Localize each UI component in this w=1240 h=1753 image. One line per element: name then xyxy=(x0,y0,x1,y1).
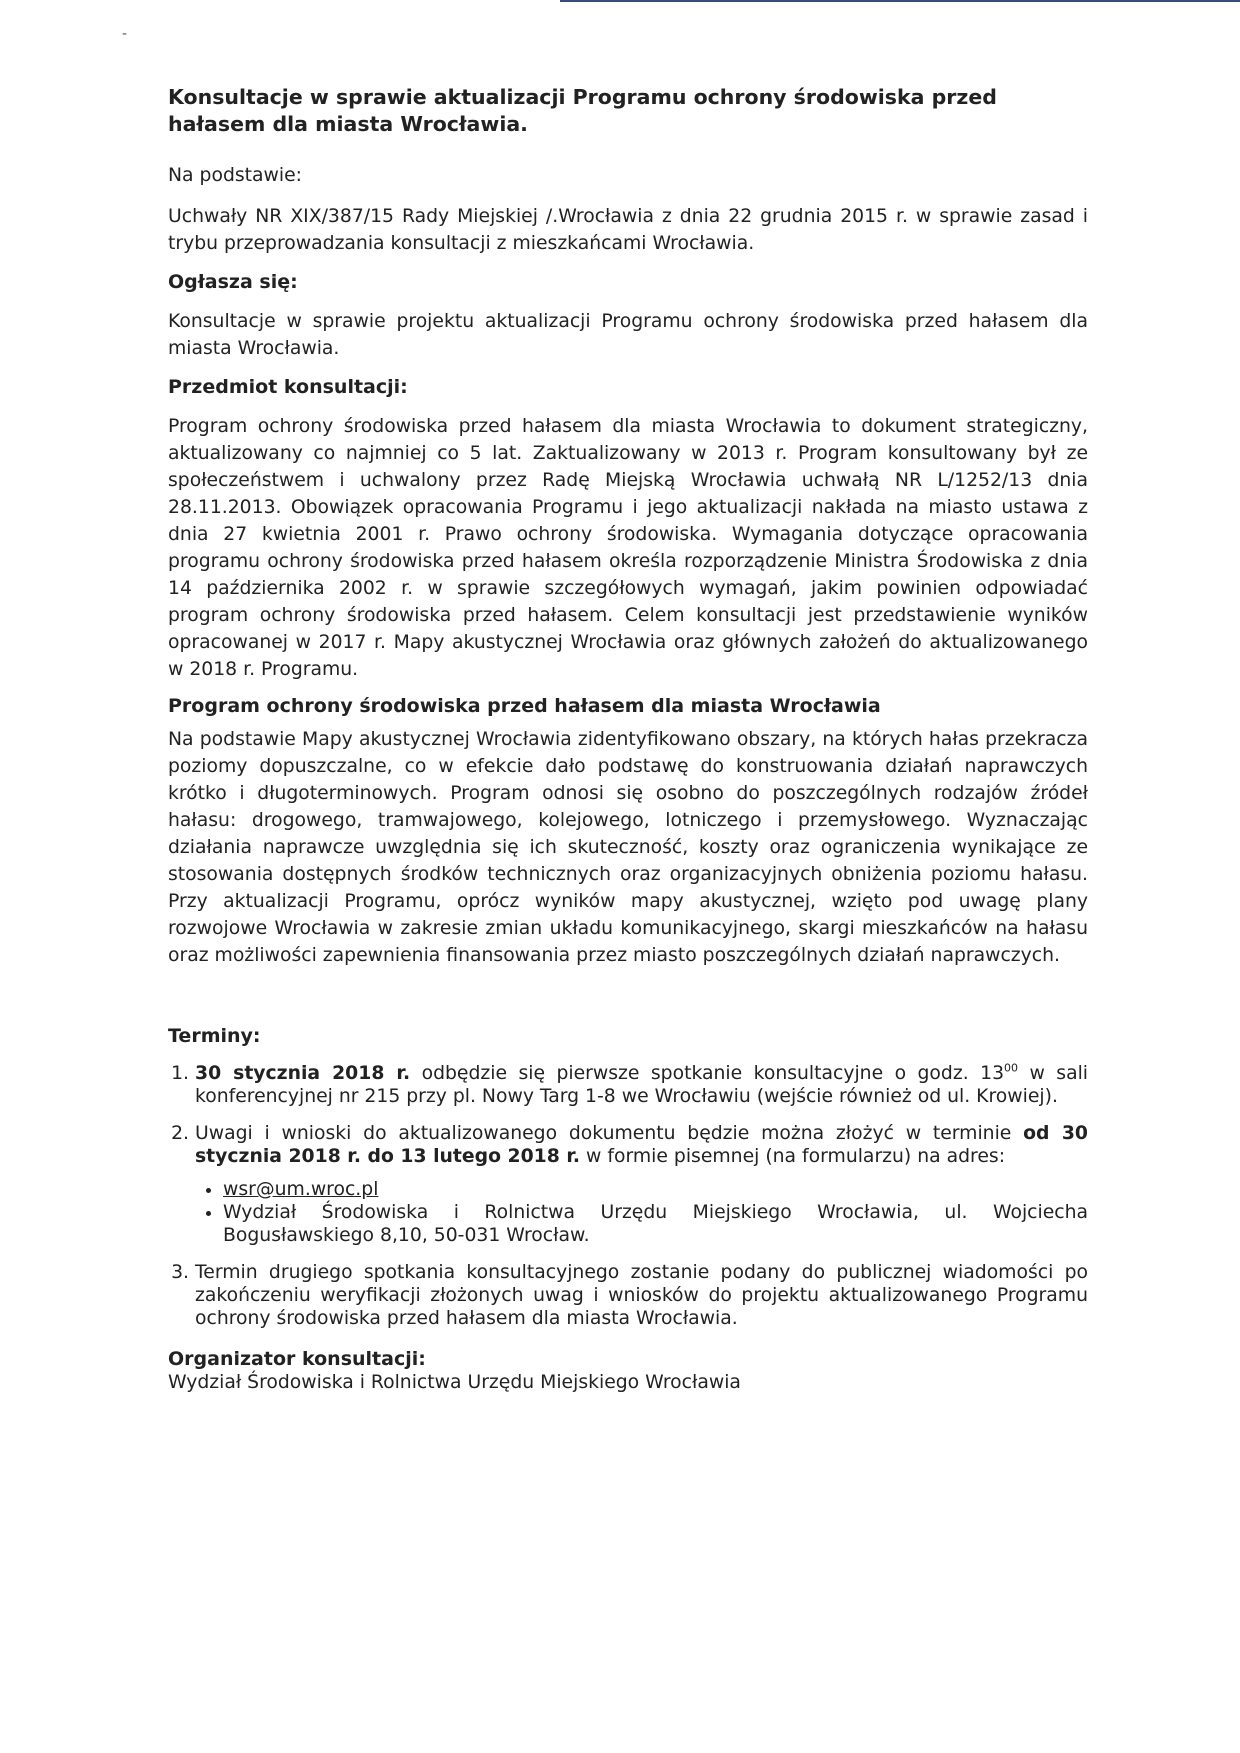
term3-text: Termin drugiego spotkania konsultacyjnego zostanie podany do publicznej wiadomości po zakończeniu weryfikacji złożonych uwag i wniosków do projektu aktualizowanego Programu ochrony środowiska przed hałasem dla miasta Wrocławia. xyxy=(195,1262,1088,1329)
term1-text-a: odbędzie się pierwsze spotkanie konsultacyjne o godz. 13 xyxy=(410,1063,1005,1084)
email-link[interactable]: wsr@um.wroc.pl xyxy=(223,1179,379,1200)
term2-text-a: Uwagi i wnioski do aktualizowanego dokumentu będzie można złożyć w terminie xyxy=(195,1123,1024,1144)
subject-text: Program ochrony środowiska przed hałasem dla miasta Wrocławia to dokument strategiczny, aktualizowany co najmniej co 5 lat. Zaktualizowany w 2013 r. Program konsultowany był ze społeczeństwem i uchwalony przez Radę Miejską Wrocławia uchwałą NR L/1252/13 dnia 28.11.2013. Obowiązek opracowania Programu i jego aktualizacji nakłada na miasto ustawa z dnia 27 kwietnia 2001 r. Prawo ochrony środowiska. Wymagania dotyczące opracowania programu ochrony środowiska przed hałasem określa rozporządzenie Ministra Środowiska z dnia 14 października 2002 r. w sprawie szczegółowych wymagań, jakim powinien odpowiadać program ochrony środowiska przed hałasem. Celem konsultacji jest przedstawienie wyników opracowanej w 2017 r. Mapy akustycznej Wrocławia oraz głównych założeń do aktualizowanego w 2018 r. Programu. xyxy=(168,416,1088,680)
term-item-2 xyxy=(195,1122,1088,1247)
organizer-name: Wydział Środowiska i Rolnictwa Urzędu Miejskiego Wrocławia xyxy=(168,1372,741,1393)
organizer-heading: Organizator konsultacji: xyxy=(168,1348,426,1370)
announce-text: Konsultacje w sprawie projektu aktualizacji Programu ochrony środowiska przed hałasem dla miasta Wrocławia. xyxy=(168,311,1088,359)
term1-date: 30 stycznia 2018 r. xyxy=(195,1063,411,1084)
address-list xyxy=(195,1178,1088,1247)
corner-mark: - xyxy=(122,26,128,42)
term2-text-b: w formie pisemnej (na formularzu) na adres: xyxy=(580,1146,1006,1167)
address-item-email xyxy=(223,1178,1088,1201)
subject-heading: Przedmiot konsultacji: xyxy=(168,376,408,398)
terms-heading: Terminy: xyxy=(168,1025,261,1047)
term1-text-b: w sali konferencyjnej nr 215 przy pl. Nowy Targ 1-8 we Wrocławiu (wejście również od ul. Krowiej). xyxy=(195,1063,1089,1107)
document-title: Konsultacje w sprawie aktualizacji Programu ochrony środowiska przed hałasem dla miasta Wrocławia. xyxy=(168,85,997,136)
program-text: Na podstawie Mapy akustycznej Wrocławia zidentyfikowano obszary, na których hałas przekracza poziomy dopuszczalne, co w efekcie dało podstawę do konstruowania działań naprawczych krótko i długoterminowych. Program odnosi się osobno do poszczególnych rodzajów źródeł hałasu: drogowego, tramwajowego, kolejowego, lotniczego i przemysłowego. Wyznaczając działania naprawcze uwzględnia się ich skuteczność, koszty oraz ograniczenia wynikające ze stosowania dostępnych środków technicznych oraz organizacyjnych obniżenia poziomu hałasu. Przy aktualizacji Programu, oprócz wyników mapy akustycznej, wzięto pod uwagę plany rozwojowe Wrocławia w zakresie zmian układu komunikacyjnego, skargi mieszkańców na hałasu oraz możliwości zapewnienia finansowania przez miasto poszczególnych działań naprawczych. xyxy=(168,729,1088,966)
address-item-postal xyxy=(223,1201,1088,1247)
terms-list xyxy=(168,1062,1088,1330)
term1-time-sup: 00 xyxy=(1004,1061,1019,1075)
term-item-1 xyxy=(195,1062,1088,1108)
document-page xyxy=(168,84,1088,1394)
program-heading: Program ochrony środowiska przed hałasem dla miasta Wrocławia xyxy=(168,695,881,717)
basis-label: Na podstawie: xyxy=(168,165,302,186)
term2-dates: od 30 stycznia 2018 r. do 13 lutego 2018 r. xyxy=(195,1123,1088,1167)
postal-address: Wydział Środowiska i Rolnictwa Urzędu Miejskiego Wrocławia, ul. Wojciecha Bogusławskiego 8,10, 50-031 Wrocław. xyxy=(223,1202,1088,1246)
term-item-3 xyxy=(195,1261,1088,1330)
scan-top-rule xyxy=(560,0,1240,2)
basis-text: Uchwały NR XIX/387/15 Rady Miejskiej /.Wrocławia z dnia 22 grudnia 2015 r. w sprawie zasad i trybu przeprowadzania konsultacji z mieszkańcami Wrocławia. xyxy=(168,206,1088,254)
announce-heading: Ogłasza się: xyxy=(168,271,298,293)
